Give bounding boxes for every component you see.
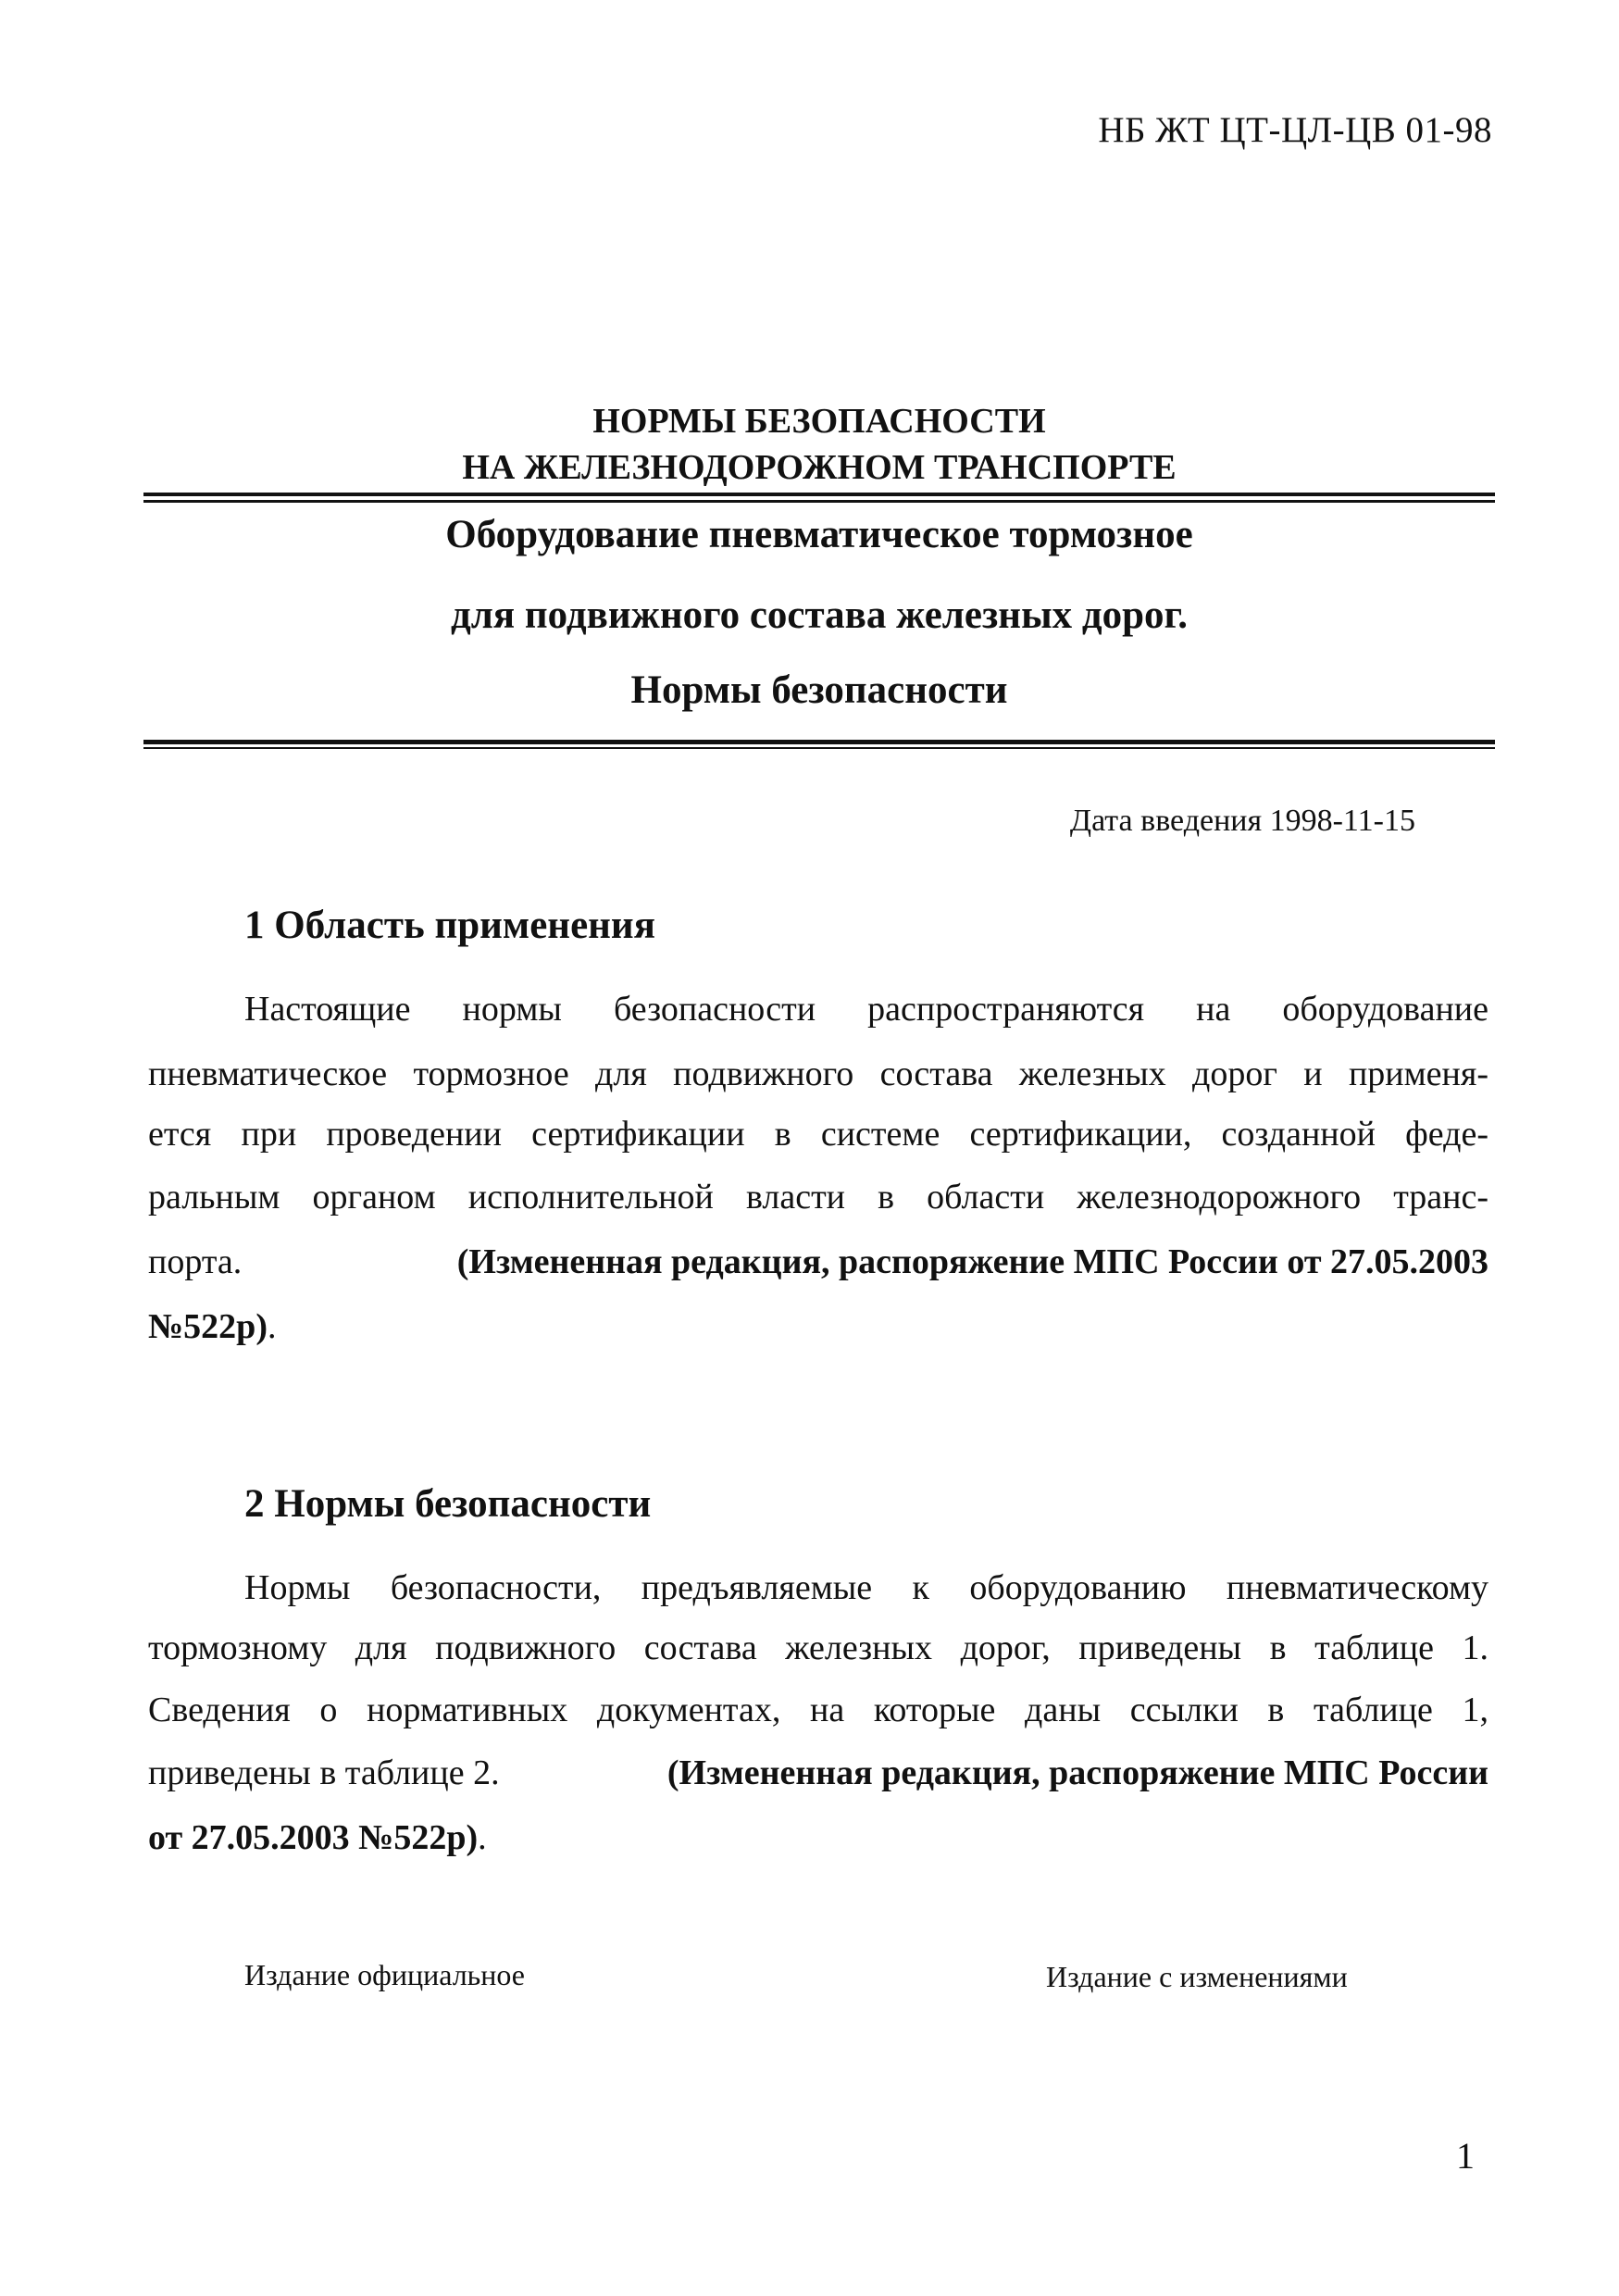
section-1-line-5	[148, 1239, 1488, 1285]
title-line-1: НОРМЫ БЕЗОПАСНОСТИ	[592, 402, 1046, 441]
document-code: НБ ЖТ ЦТ-ЦЛ-ЦВ 01-98	[1098, 110, 1492, 150]
footer-official-edition: Издание официальное	[244, 1958, 525, 1991]
section-1-line-6	[148, 1304, 1488, 1350]
section-1-heading: 1 Область применения	[244, 904, 655, 947]
divider-top-thick	[143, 493, 1495, 496]
section-1-line-1: Настоящие нормы безопасности распространяются на оборудование	[244, 990, 1488, 1029]
divider-bottom-thin	[143, 747, 1495, 749]
section-2-heading: 2 Нормы безопасности	[244, 1482, 652, 1526]
section-2-amendment-a: (Измененная редакция, распоряжение МПС России	[666, 1753, 1488, 1792]
section-2-line-2: тормозному для подвижного состава железных дорог, приведены в таблице 1.	[148, 1628, 1488, 1667]
section-1-line-2: пневматическое тормозное для подвижного состава железных дорог и применя-	[148, 1054, 1488, 1093]
subtitle-line-3: Нормы безопасности	[630, 668, 1008, 712]
section-2-line-3: Сведения о нормативных документах, на которые даны ссылки в таблице 1,	[148, 1691, 1488, 1729]
section-1-amendment-end: .	[267, 1307, 277, 1346]
section-1-line-4: ральным органом исполнительной власти в области железнодорожного транс-	[148, 1178, 1488, 1217]
title-line-2: НА ЖЕЛЕЗНОДОРОЖНОМ ТРАНСПОРТЕ	[462, 448, 1177, 487]
section-2-line-5	[148, 1815, 1488, 1861]
section-1-line-3: ется при проведении сертификации в системе сертификации, созданной феде-	[148, 1115, 1488, 1154]
section-2-amendment-end: .	[478, 1818, 487, 1857]
section-1-amendment-b: №522р)	[148, 1307, 268, 1346]
divider-bottom-thick	[143, 740, 1495, 744]
section-2-line-1: Нормы безопасности, предъявляемые к оборудованию пневматическому	[244, 1568, 1488, 1607]
introduction-date: Дата введения 1998-11-15	[1069, 804, 1415, 838]
subtitle-line-2: для подвижного состава железных дорог.	[450, 593, 1188, 637]
section-1-amendment-a: (Измененная редакция, распоряжение МПС России от 27.05.2003	[456, 1242, 1488, 1281]
section-2-amendment-b: от 27.05.2003 №522р)	[148, 1818, 479, 1857]
section-2-line-4	[148, 1750, 1488, 1796]
section-2-line-4-text: приведены в таблице 2.	[148, 1753, 500, 1792]
footer-amended-edition: Издание с изменениями	[1046, 1960, 1348, 1993]
subtitle-line-1: Оборудование пневматическое тормозное	[445, 513, 1193, 556]
divider-top-thin	[143, 500, 1495, 503]
page-number: 1	[1456, 2135, 1475, 2177]
section-1-line-5-text: порта.	[148, 1242, 243, 1281]
